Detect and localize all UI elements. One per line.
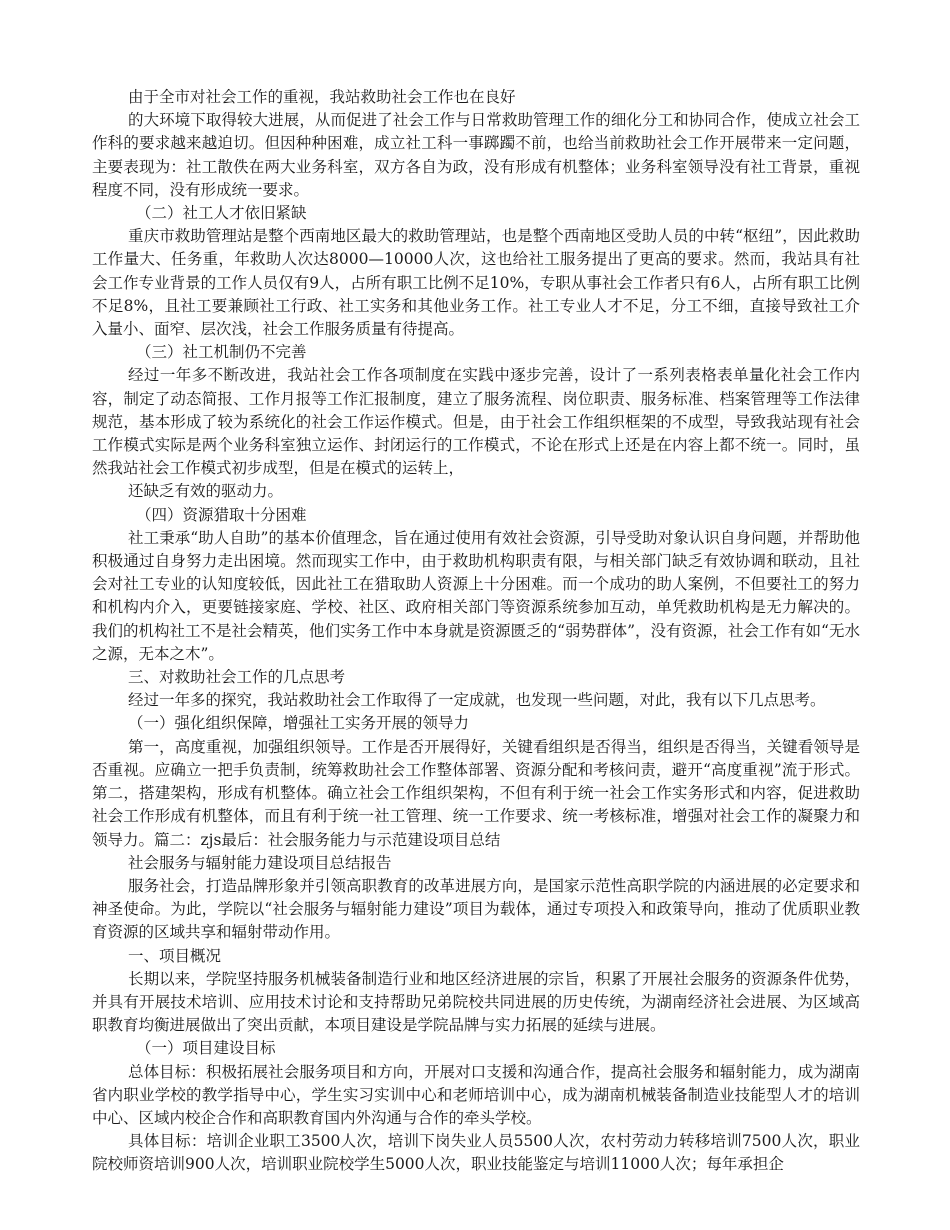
paragraph: 重庆市救助管理站是整个西南地区最大的救助管理站，也是整个西南地区受助人员的中转“枢纽”，因此救助工作量大、任务重，年救助人次达8000—10000人次，这也给社工服务提出了更高的要求。然而，我站具有社会工作专业背景的工作人员仅有9人，占所有职工比例不足10%，专职从事社会工作者只有6人，占所有职工比例不足8%，且社工要兼顾社工行政、社工实务和其他业务工作。社工专业人才不足，分工不细，直接导致社工介入量小、面窄、层次浅，社会工作服务质量有待提高。 — [92, 227, 860, 339]
paragraph: 经过一年多不断改进，我站社会工作各项制度在实践中逐步完善，设计了一系列表格表单量化社会工作内容，制定了动态简报、工作月报等工作汇报制度，建立了服务流程、岗位职责、服务标准、档案管理等工作法律规范，基本形成了较为系统化的社会工作运作模式。但是，由于社会工作组织框架的不成型，导致我站现有社会工作模式实际是两个业务科室独立运作、封闭运行的工作模式，不论在形式上还是在内容上都不统一。同时，虽然我站社会工作模式初步成型，但是在模式的运转上， — [92, 366, 860, 478]
paragraph: （三）社工机制仍不完善 — [136, 343, 307, 362]
paragraph: 一、项目概况 — [128, 946, 222, 965]
paragraph: 经过一年多的探究，我站救助社会工作取得了一定成就，也发现一些问题，对此，我有以下几点思考。 — [128, 691, 826, 710]
paragraph: （二）社工人才依旧紧缺 — [136, 204, 307, 223]
paragraph: 第一，高度重视，加强组织领导。工作是否开展得好，关键看组织是否得当，组织是否得当，关键看领导是否重视。应确立一把手负责制，统筹救助社会工作整体部署、资源分配和考核问责，避开“高度重视”流于形式。第二，搭建架构，形成有机整体。确立社会工作组织架构，不但有利于统一社会工作实务形式和内容，促进救助社会工作形成有机整体，而且有利于统一社工管理、统一工作要求、统一考核标准，增强对社会工作的凝聚力和领导力。篇二：zjs最后：社会服务能力与示范建设项目总结 — [92, 737, 860, 849]
paragraph: （四）资源猎取十分困难 — [136, 505, 307, 524]
paragraph: 三、对救助社会工作的几点思考 — [128, 668, 346, 687]
paragraph: （一）项目建设目标 — [136, 1039, 276, 1058]
paragraph: 社会服务与辐射能力建设项目总结报告 — [128, 853, 392, 872]
paragraph: 长期以来，学院坚持服务机械装备制造行业和地区经济进展的宗旨，积累了开展社会服务的资源条件优势，并具有开展技术培训、应用技术讨论和支持帮助兄弟院校共同进展的历史传统，为湖南经济社会进展、为区域高职教育均衡进展做出了突出贡献，本项目建设是学院品牌与实力拓展的延续与进展。 — [92, 969, 860, 1035]
paragraph: 还缺乏有效的驱动力。 — [128, 482, 284, 501]
paragraph: 社工秉承“助人自助”的基本价值理念，旨在通过使用有效社会资源，引导受助对象认识自身问题，并帮助他积极通过自身努力走出困境。然而现实工作中，由于救助机构职责有限，与相关部门缺乏有效协调和联动，且社会对社工专业的认知度较低，因此社工在猎取助人资源上十分困难。而一个成功的助人案例，不但要社工的努力和机构内介入，更要链接家庭、学校、社区、政府相关部门等资源系统参加互动，单凭救助机构是无力解决的。我们的机构社工不是社会精英，他们实务工作中本身就是资源匮乏的“弱势群体”，没有资源，社会工作有如“无水之源，无本之木”。 — [92, 528, 860, 663]
paragraph: 具体目标：培训企业职工3500人次，培训下岗失业人员5500人次，农村劳动力转移培训7500人次，职业院校师资培训900人次，培训职业院校学生5000人次，职业技能鉴定与培训11000人次；每年承担企 — [92, 1132, 860, 1174]
paragraph: （一）强化组织保障，增强社工实务开展的领导力 — [128, 714, 470, 733]
document-body — [92, 86, 860, 1177]
paragraph: 的大环境下取得较大进展，从而促进了社会工作与日常救助管理工作的细化分工和协同合作，使成立社会工作科的要求越来越迫切。但因种种困难，成立社工科一事踯躅不前，也给当前救助社会工作开展带来一定问题，主要表现为：社工散佚在两大业务科室，双方各自为政，没有形成有机整体；业务科室领导没有社工背景，重视程度不同，没有形成统一要求。 — [92, 111, 860, 199]
paragraph: 总体目标：积极拓展社会服务项目和方向，开展对口支援和沟通合作，提高社会服务和辐射能力，成为湖南省内职业学校的教学指导中心，学生实习实训中心和老师培训中心，成为湖南机械装备制造业技能型人才的培训中心、区域内校企合作和高职教育国内外沟通与合作的牵头学校。 — [92, 1062, 860, 1127]
paragraph: 由于全市对社会工作的重视，我站救助社会工作也在良好 — [128, 88, 516, 106]
paragraph: 服务社会，打造品牌形象并引领高职教育的改革进展方向，是国家示范性高职学院的内涵进展的必定要求和神圣使命。为此，学院以“社会服务与辐射能力建设”项目为载体，通过专项投入和政策导向，推动了优质职业教育资源的区域共享和辐射带动作用。 — [92, 876, 860, 942]
